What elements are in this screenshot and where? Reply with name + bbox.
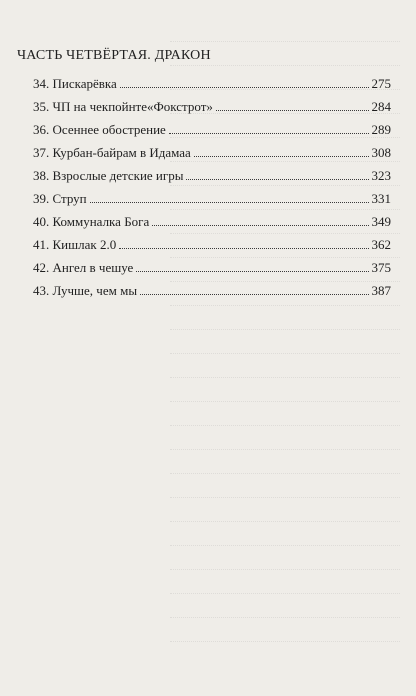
toc-entry — [33, 275, 391, 298]
dot-leader — [140, 294, 368, 295]
chapter-title: 36. Осеннее обострение — [33, 122, 166, 137]
dot-leader — [216, 110, 369, 111]
toc-entry — [33, 183, 391, 206]
dot-leader — [194, 156, 369, 157]
chapter-title: 37. Курбан-байрам в Идамаа — [33, 145, 191, 160]
page-number: 387 — [371, 283, 391, 298]
chapter-title: 40. Коммуналка Бога — [33, 214, 150, 229]
page-number: 323 — [371, 168, 391, 183]
chapter-title: 34. Пискарёвка — [33, 76, 117, 91]
chapter-title: 39. Струп — [33, 191, 87, 206]
toc-entry — [33, 160, 391, 183]
page-number: 362 — [371, 237, 391, 252]
dot-leader — [136, 271, 368, 272]
part-title: ЧАСТЬ ЧЕТВЁРТАЯ. ДРАКОН — [17, 48, 211, 63]
page-number: 284 — [371, 99, 391, 114]
page-number: 308 — [371, 145, 391, 160]
toc-entry — [33, 206, 391, 229]
chapter-title: 38. Взрослые детские игры — [33, 168, 184, 183]
chapter-title: 41. Кишлак 2.0 — [33, 237, 117, 252]
page-number: 331 — [371, 191, 391, 206]
toc-entry — [33, 229, 391, 252]
toc-entry — [33, 252, 391, 275]
chapter-title: 42. Ангел в чешуе — [33, 260, 134, 275]
dot-leader — [90, 202, 369, 203]
toc-entry — [33, 91, 391, 114]
page-number: 375 — [371, 260, 391, 275]
toc-entry — [33, 68, 391, 91]
toc-entry — [33, 137, 391, 160]
page-number: 349 — [371, 214, 391, 229]
toc-entry — [33, 114, 391, 137]
chapter-title: 43. Лучше, чем мы — [33, 283, 138, 298]
dot-leader — [119, 248, 368, 249]
dot-leader — [186, 179, 368, 180]
dot-leader — [152, 225, 368, 226]
dot-leader — [120, 87, 369, 88]
chapter-title: 35. ЧП на чекпойнте«Фокстрот» — [33, 99, 213, 114]
dot-leader — [169, 133, 369, 134]
page-number: 289 — [371, 122, 391, 137]
table-of-contents — [0, 68, 416, 298]
page-number: 275 — [371, 76, 391, 91]
